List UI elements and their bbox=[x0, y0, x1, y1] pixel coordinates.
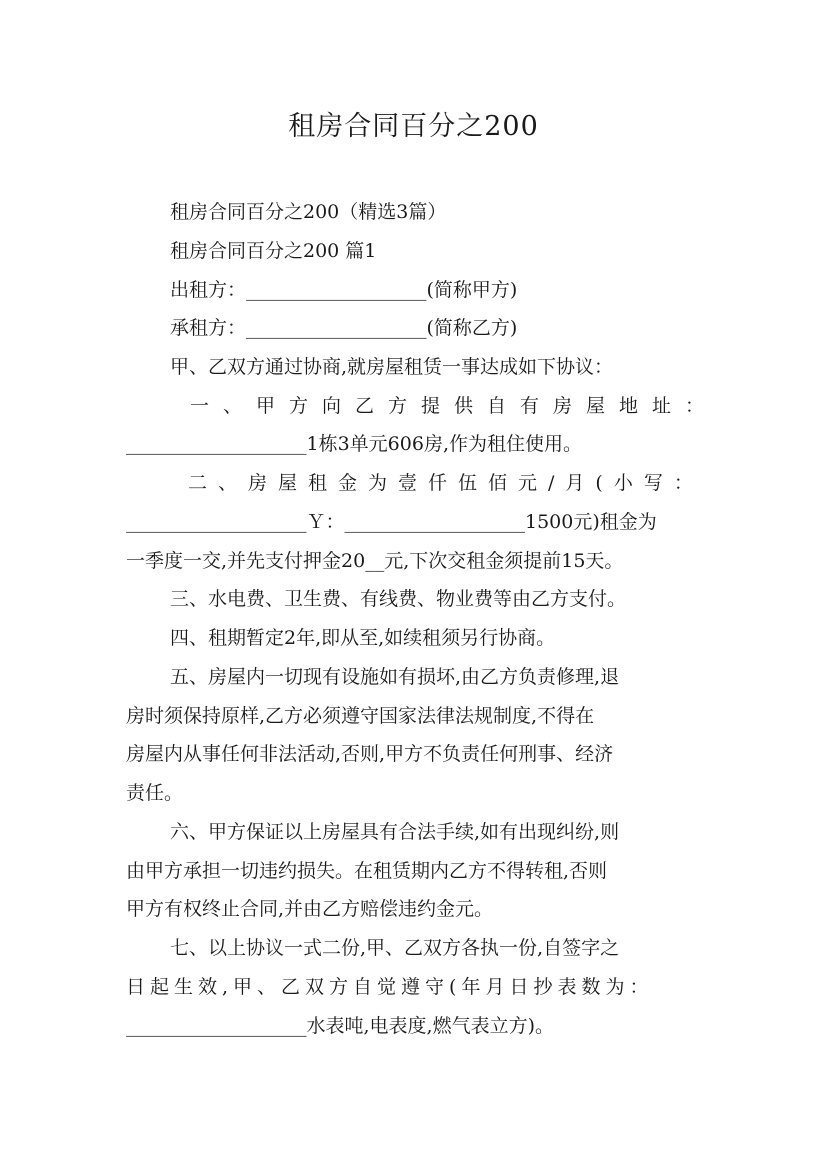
lessee-line: 承租方：___________________(简称乙方) bbox=[170, 317, 518, 339]
agreement-intro: 甲、乙双方通过协商,就房屋租赁一事达成如下协议： bbox=[170, 356, 614, 378]
clause-4: 四、租期暂定2年,即从至,如续租须另行协商。 bbox=[170, 627, 556, 649]
clause-6-line-1: 六、甲方保证以上房屋具有合法手续,如有出现纠纷,则 bbox=[170, 821, 620, 843]
clause-6-line-3: 甲方有权终止合同,并由乙方赔偿违约金元。 bbox=[126, 898, 494, 920]
clause-3: 三、水电费、卫生费、有线费、物业费等由乙方支付。 bbox=[170, 588, 627, 610]
clause-2-line-2: ___________________Ｙ：___________________1500元)租金为 bbox=[126, 511, 657, 533]
clause-2-line-3: 一季度一交,并先支付押金20__元,下次交租金须提前15天。 bbox=[126, 550, 624, 572]
lessor-line: 出租方：___________________(简称甲方) bbox=[170, 279, 518, 301]
clause-6-line-2: 由甲方承担一切违约损失。在租赁期内乙方不得转租,否则 bbox=[126, 860, 608, 882]
clause-2-line-1: 二、房屋租金为壹仟伍佰元/月(小写： bbox=[188, 472, 704, 494]
clause-7-line-2: 日起生效,甲、乙双方自觉遵守(年月日抄表数为： bbox=[126, 976, 654, 998]
clause-1-line-2: ___________________1栋3单元606房,作为租住使用。 bbox=[126, 433, 582, 455]
clause-7-line-3: ___________________水表吨,电表度,燃气表立方)。 bbox=[126, 1015, 554, 1037]
clause-5-line-4: 责任。 bbox=[126, 782, 184, 804]
document-title: 租房合同百分之200 bbox=[288, 111, 539, 142]
section-heading: 租房合同百分之200 篇1 bbox=[170, 240, 377, 262]
clause-5-line-1: 五、房屋内一切现有设施如有损坏,由乙方负责修理,退 bbox=[170, 666, 620, 688]
clause-7-line-1: 七、以上协议一式二份,甲、乙双方各执一份,自签字之 bbox=[170, 937, 620, 959]
clause-1-text: 一、甲方向乙方提供自有房屋地址： bbox=[190, 395, 719, 417]
clause-5-line-2: 房时须保持原样,乙方必须遵守国家法律法规制度,不得在 bbox=[126, 705, 595, 727]
clause-1-line-1 bbox=[190, 394, 719, 418]
clause-5-line-3: 房屋内从事任何非法活动,否则,甲方不负责任何刑事、经济 bbox=[126, 743, 614, 765]
subtitle: 租房合同百分之200（精选3篇） bbox=[170, 201, 447, 223]
